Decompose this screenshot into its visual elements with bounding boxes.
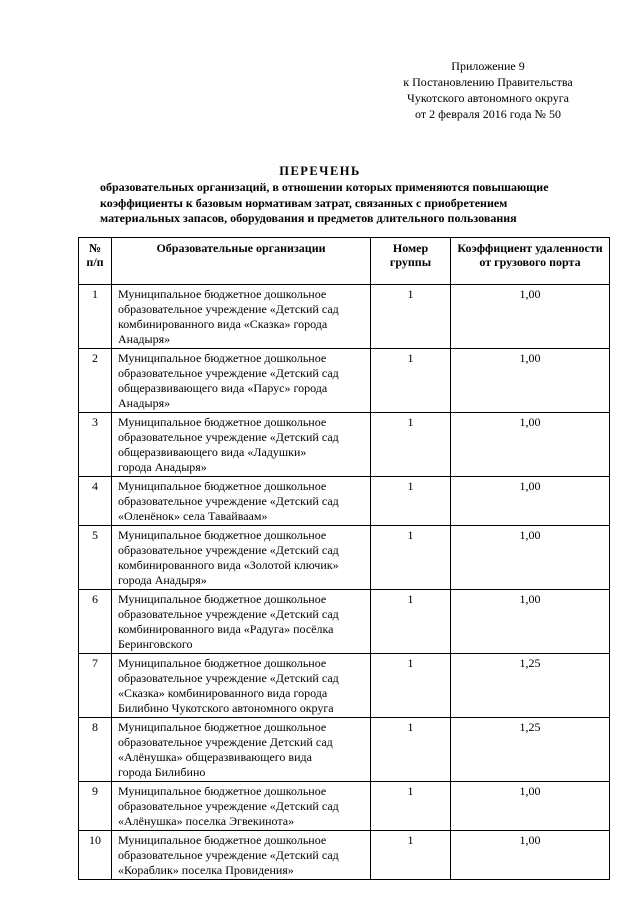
organization-name-line: образовательное учреждение «Детский сад — [118, 543, 339, 557]
organization-name-line: образовательное учреждение «Детский сад — [118, 302, 339, 316]
remoteness-coefficient: 1,00 — [451, 526, 610, 590]
header-org: Образовательные организации — [112, 238, 371, 285]
table-row — [79, 285, 610, 349]
remoteness-coefficient: 1,00 — [451, 782, 610, 831]
organization-name-line: образовательное учреждение «Детский сад — [118, 430, 339, 444]
group-number: 1 — [371, 654, 451, 718]
organization-name-line: комбинированного вида «Золотой ключик» — [118, 558, 339, 572]
subtitle-line: образовательных организаций, в отношении которых применяются повышающие — [100, 180, 549, 194]
group-number: 1 — [371, 718, 451, 782]
organization-name — [112, 526, 371, 590]
organization-name — [112, 782, 371, 831]
row-number: 1 — [79, 285, 112, 349]
organization-name-line: «Алёнушка» поселка Эгвекинота» — [118, 814, 295, 828]
organization-name-line: Муниципальное бюджетное дошкольное — [118, 656, 327, 670]
organization-name-line: Анадыря» — [118, 396, 171, 410]
header-group: Номер группы — [371, 238, 451, 285]
organization-name-line: «Сказка» комбинированного вида города — [118, 686, 328, 700]
remoteness-coefficient: 1,00 — [451, 831, 610, 880]
row-number: 5 — [79, 526, 112, 590]
organization-name-line: «Кораблик» поселка Провидения» — [118, 863, 294, 877]
appendix-line: от 2 февраля 2016 года № 50 — [415, 107, 561, 121]
organization-name-line: общеразвивающего вида «Парус» города — [118, 381, 328, 395]
organization-name-line: Муниципальное бюджетное дошкольное — [118, 592, 327, 606]
remoteness-coefficient: 1,00 — [451, 477, 610, 526]
remoteness-coefficient: 1,00 — [451, 590, 610, 654]
table-row — [79, 782, 610, 831]
appendix-reference — [373, 58, 603, 122]
row-number: 2 — [79, 349, 112, 413]
table-row — [79, 590, 610, 654]
header-num: № п/п — [79, 238, 112, 285]
row-number: 3 — [79, 413, 112, 477]
organizations-table — [78, 237, 610, 880]
organization-name — [112, 831, 371, 880]
group-number: 1 — [371, 831, 451, 880]
group-number: 1 — [371, 590, 451, 654]
organization-name — [112, 654, 371, 718]
appendix-line: к Постановлению Правительства — [403, 75, 573, 89]
organization-name-line: Билибино Чукотского автономного округа — [118, 701, 334, 715]
organization-name-line: общеразвивающего вида «Ладушки» — [118, 445, 307, 459]
organization-name-line: образовательное учреждение «Детский сад — [118, 848, 339, 862]
remoteness-coefficient: 1,00 — [451, 413, 610, 477]
group-number: 1 — [371, 526, 451, 590]
organization-name-line: города Анадыря» — [118, 460, 207, 474]
group-number: 1 — [371, 782, 451, 831]
table-row — [79, 718, 610, 782]
table-row — [79, 413, 610, 477]
appendix-line: Чукотского автономного округа — [407, 91, 569, 105]
organization-name-line: Муниципальное бюджетное дошкольное — [118, 479, 327, 493]
group-number: 1 — [371, 477, 451, 526]
organization-name-line: Беринговского — [118, 637, 193, 651]
row-number: 10 — [79, 831, 112, 880]
group-number: 1 — [371, 285, 451, 349]
remoteness-coefficient: 1,25 — [451, 654, 610, 718]
organization-name-line: Муниципальное бюджетное дошкольное — [118, 415, 327, 429]
organization-name-line: Муниципальное бюджетное дошкольное — [118, 528, 327, 542]
table-row — [79, 349, 610, 413]
row-number: 9 — [79, 782, 112, 831]
organization-name — [112, 285, 371, 349]
remoteness-coefficient: 1,00 — [451, 349, 610, 413]
subtitle-line: материальных запасов, оборудования и предметов длительного пользования — [100, 211, 517, 225]
organization-name-line: Муниципальное бюджетное дошкольное — [118, 351, 327, 365]
organization-name-line: города Анадыря» — [118, 573, 207, 587]
header-coef: Коэффициент удаленности от грузового порта — [451, 238, 610, 285]
table-row — [79, 654, 610, 718]
subtitle-line: коэффициенты к базовым нормативам затрат, связанных с приобретением — [100, 195, 508, 210]
organization-name — [112, 477, 371, 526]
organization-name — [112, 413, 371, 477]
organization-name-line: образовательное учреждение «Детский сад — [118, 671, 339, 685]
document-subtitle — [100, 180, 610, 227]
organization-name-line: образовательное учреждение «Детский сад — [118, 366, 339, 380]
organization-name-line: Муниципальное бюджетное дошкольное — [118, 720, 327, 734]
row-number: 4 — [79, 477, 112, 526]
table-header-row — [79, 238, 610, 285]
row-number: 7 — [79, 654, 112, 718]
remoteness-coefficient: 1,00 — [451, 285, 610, 349]
table-row — [79, 831, 610, 880]
organization-name-line: комбинированного вида «Сказка» города — [118, 317, 328, 331]
organization-name-line: города Билибино — [118, 765, 206, 779]
organization-name-line: «Оленёнок» села Тавайваам» — [118, 509, 268, 523]
organization-name-line: образовательное учреждение «Детский сад — [118, 607, 339, 621]
organization-name — [112, 349, 371, 413]
organization-name — [112, 590, 371, 654]
group-number: 1 — [371, 349, 451, 413]
organization-name-line: Анадыря» — [118, 332, 171, 346]
group-number: 1 — [371, 413, 451, 477]
document-title: ПЕРЕЧЕНЬ — [279, 164, 361, 178]
organization-name-line: образовательное учреждение «Детский сад — [118, 494, 339, 508]
table-row — [79, 526, 610, 590]
appendix-line: Приложение 9 — [451, 59, 525, 73]
row-number: 8 — [79, 718, 112, 782]
row-number: 6 — [79, 590, 112, 654]
organization-name-line: Муниципальное бюджетное дошкольное — [118, 287, 327, 301]
organization-name-line: Муниципальное бюджетное дошкольное — [118, 784, 327, 798]
organization-name-line: образовательное учреждение «Детский сад — [118, 799, 339, 813]
table-row — [79, 477, 610, 526]
organization-name — [112, 718, 371, 782]
table-body — [79, 285, 610, 880]
organization-name-line: комбинированного вида «Радуга» посёлка — [118, 622, 334, 636]
organization-name-line: «Алёнушка» общеразвивающего вида — [118, 750, 312, 764]
organization-name-line: образовательное учреждение Детский сад — [118, 735, 333, 749]
organization-name-line: Муниципальное бюджетное дошкольное — [118, 833, 327, 847]
remoteness-coefficient: 1,25 — [451, 718, 610, 782]
